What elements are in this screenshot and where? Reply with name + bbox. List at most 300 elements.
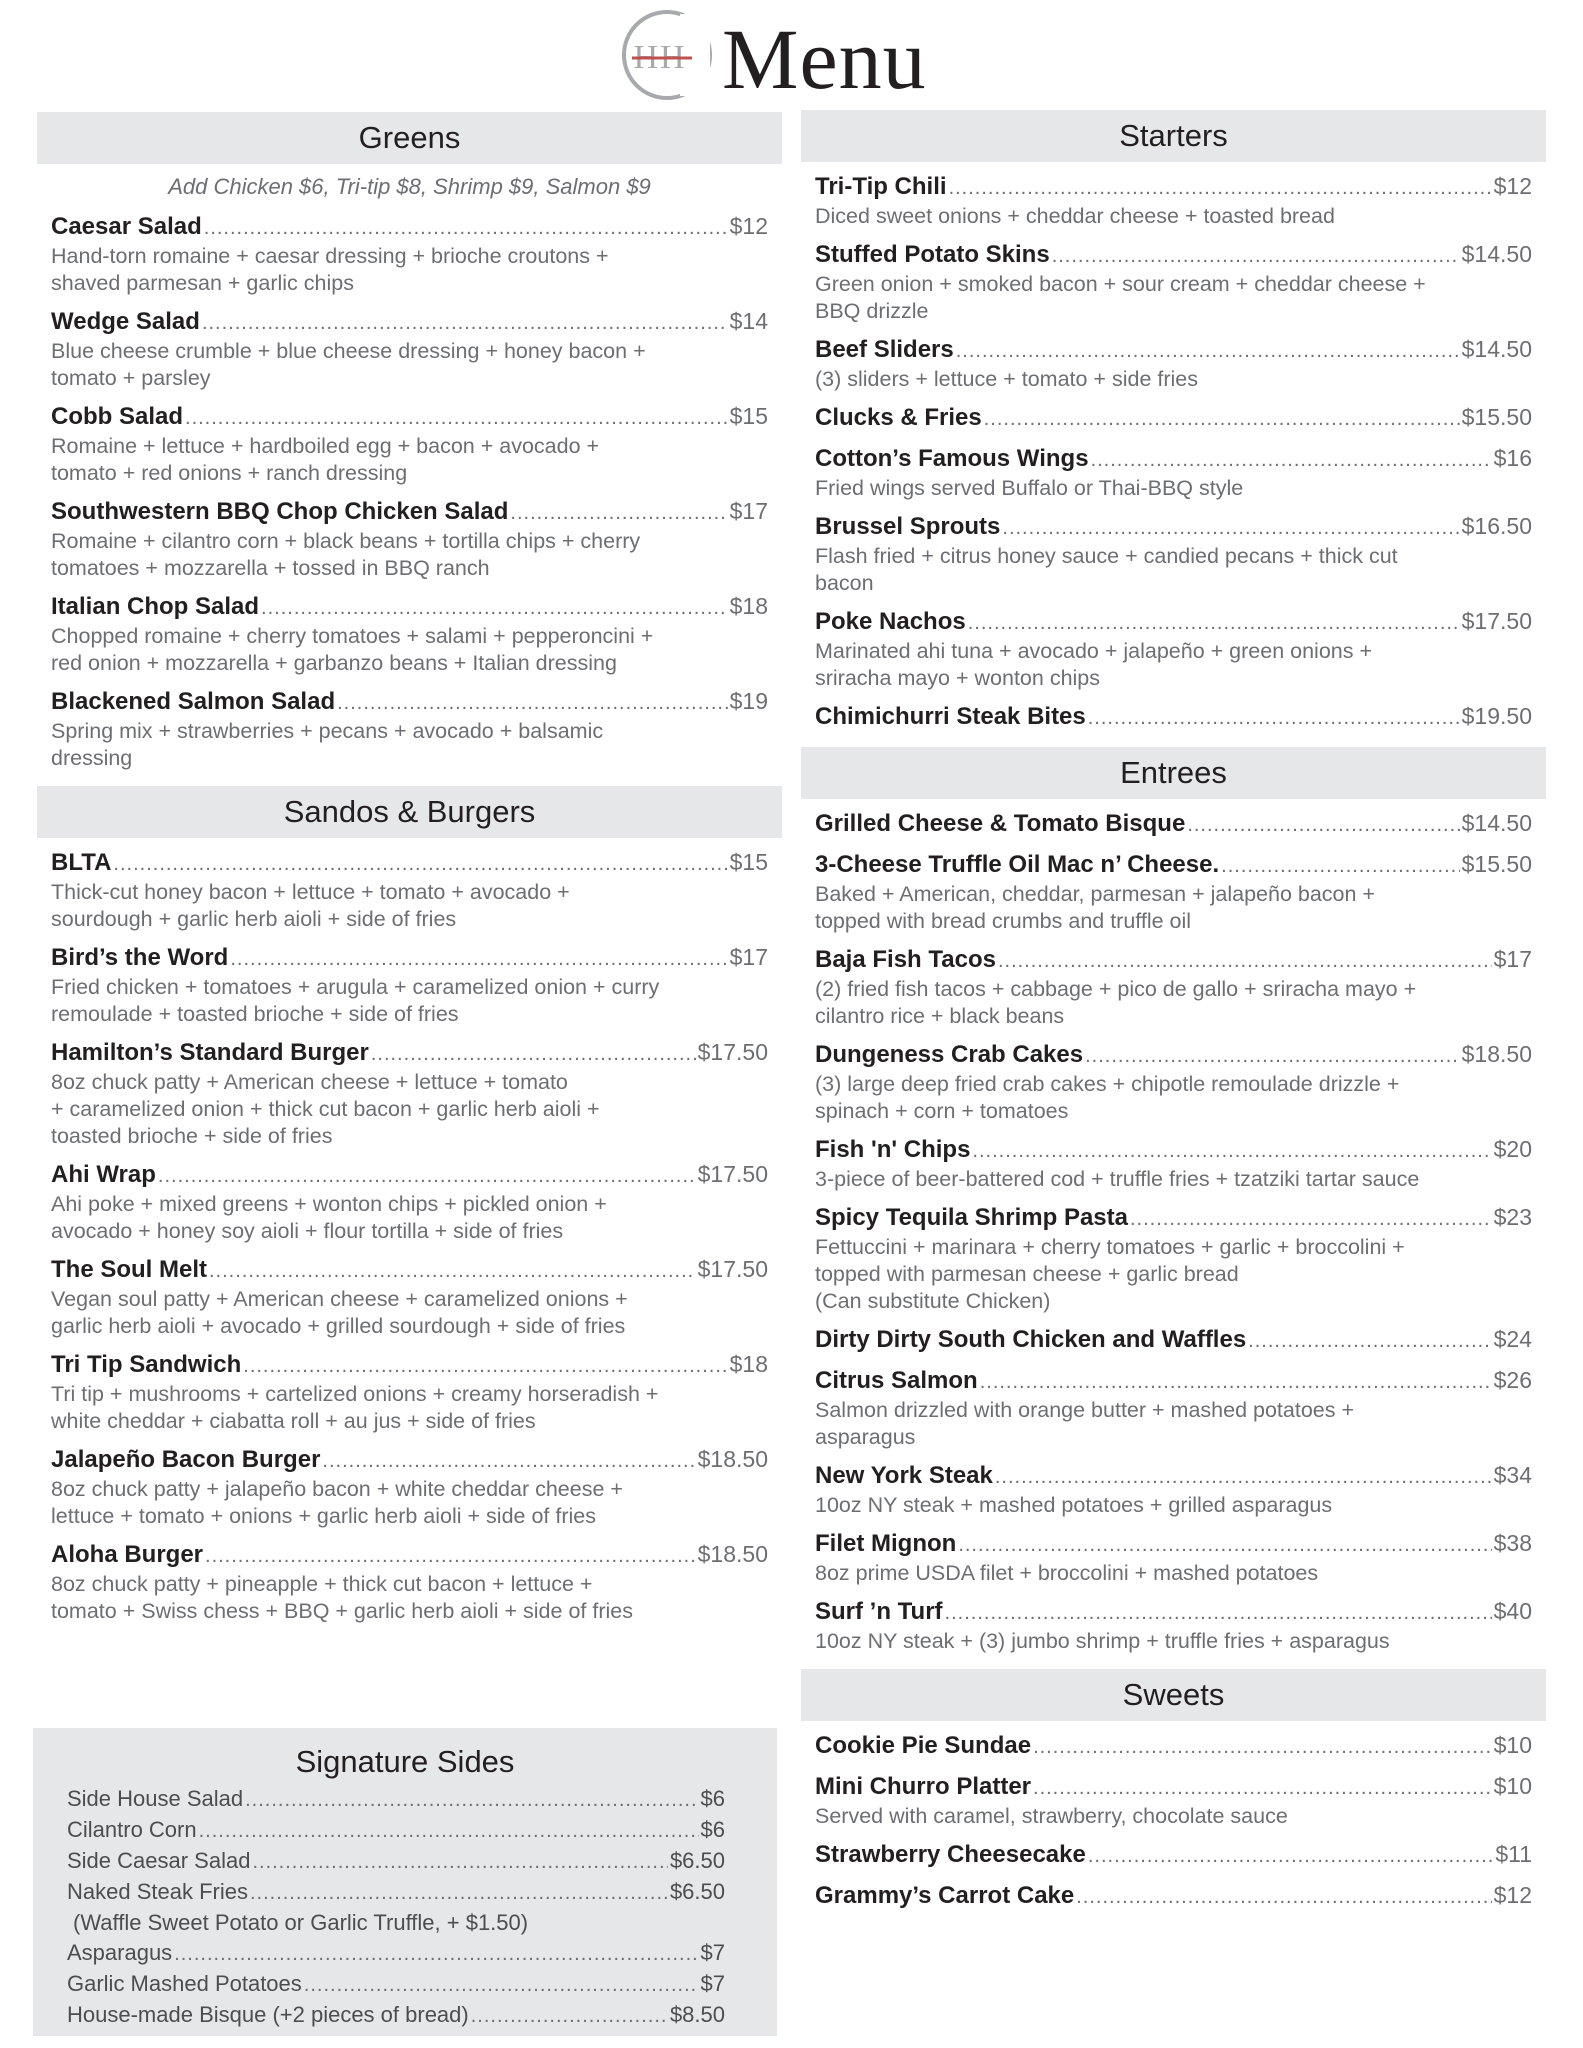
menu-item-price: $19.50 xyxy=(1461,703,1532,729)
menu-item-name: Tri Tip Sandwich xyxy=(51,1351,242,1378)
description-line: (Can substitute Chicken) xyxy=(815,1289,1051,1313)
menu-item-price: $16.50 xyxy=(1461,513,1532,539)
menu-item-line xyxy=(51,1444,768,1476)
menu-item-description xyxy=(51,974,768,1028)
dot-leader xyxy=(1091,445,1492,475)
dot-leader xyxy=(1187,810,1459,840)
dot-leader xyxy=(1088,1841,1493,1871)
menu-item-name: Caesar Salad xyxy=(51,213,202,240)
menu-item xyxy=(815,1880,1532,1912)
menu-item-name: Stuffed Potato Skins xyxy=(815,241,1050,268)
menu-item-price: $12 xyxy=(1493,1882,1532,1908)
menu-item-name: Dungeness Crab Cakes xyxy=(815,1041,1084,1068)
menu-item-name: Wedge Salad xyxy=(51,308,200,335)
description-line: Diced sweet onions + cheddar cheese + toasted bread xyxy=(815,204,1335,228)
side-item: Naked Steak Fries ..... $6.50 xyxy=(67,1877,725,1908)
dot-leader xyxy=(956,336,1460,366)
description-line: tomato + Swiss chess + BBQ + garlic herb aioli + side of fries xyxy=(51,1599,633,1623)
description-line: Spring mix + strawberries + pecans + avocado + balsamic xyxy=(51,719,604,743)
menu-item-line xyxy=(815,443,1532,475)
menu-item-description xyxy=(51,879,768,933)
dot-leader xyxy=(185,403,728,433)
description-line: tomato + red onions + ranch dressing xyxy=(51,461,408,485)
menu-item-price: $24 xyxy=(1493,1326,1532,1352)
description-line: asparagus xyxy=(815,1425,916,1449)
description-line: Ahi poke + mixed greens + wonton chips + pickled onion + xyxy=(51,1192,607,1216)
dot-leader xyxy=(202,308,728,338)
description-line: Hand-torn romaine + caesar dressing + brioche croutons + xyxy=(51,244,609,268)
description-line: 8oz chuck patty + American cheese + lettuce + tomato xyxy=(51,1070,568,1094)
menu-item-price: $17 xyxy=(729,944,768,970)
description-line: Fried wings served Buffalo or Thai-BBQ style xyxy=(815,476,1244,500)
description-line: 3-piece of beer-battered cod + truffle fries + tzatziki tartar sauce xyxy=(815,1167,1420,1191)
menu-item-line xyxy=(815,808,1532,840)
menu-item-price: $40 xyxy=(1493,1598,1532,1624)
menu-item-line xyxy=(815,171,1532,203)
menu-item-description xyxy=(815,1071,1532,1125)
menu-item-price: $12 xyxy=(1493,173,1532,199)
description-line: topped with parmesan cheese + garlic bread xyxy=(815,1262,1239,1286)
menu-item xyxy=(815,443,1532,502)
dot-leader xyxy=(113,849,727,879)
dot-leader xyxy=(205,1541,696,1571)
description-line: sourdough + garlic herb aioli + side of fries xyxy=(51,907,457,931)
menu-item-line xyxy=(815,334,1532,366)
menu-item xyxy=(815,334,1532,393)
menu-item-description xyxy=(51,1286,768,1340)
dot-leader xyxy=(337,688,728,718)
menu-item-name: 3-Cheese Truffle Oil Mac n’ Cheese. xyxy=(815,851,1220,878)
dot-leader xyxy=(230,944,727,974)
sweets-header: Sweets xyxy=(801,1669,1546,1721)
menu-item xyxy=(815,1839,1532,1871)
description-line: 10oz NY steak + (3) jumbo shrimp + truffle fries + asparagus xyxy=(815,1629,1390,1653)
menu-item-line xyxy=(815,1730,1532,1762)
description-line: Fried chicken + tomatoes + arugula + caramelized onion + curry xyxy=(51,975,660,999)
description-line: toasted brioche + side of fries xyxy=(51,1124,333,1148)
menu-item-line xyxy=(51,1037,768,1069)
menu-item xyxy=(51,1349,768,1435)
menu-item xyxy=(51,1159,768,1245)
menu-item-price: $18.50 xyxy=(697,1541,768,1567)
starters-items xyxy=(801,171,1546,733)
menu-item-description xyxy=(51,528,768,582)
menu-item-line xyxy=(51,401,768,433)
menu-item-line xyxy=(51,1539,768,1571)
description-line: Fettuccini + marinara + cherry tomatoes + garlic + broccolini + xyxy=(815,1235,1405,1259)
description-line: Blue cheese crumble + blue cheese dressing + honey bacon + xyxy=(51,339,646,363)
description-line: + caramelized onion + thick cut bacon + garlic herb aioli + xyxy=(51,1097,600,1121)
description-line: Flash fried + citrus honey sauce + candied pecans + thick cut xyxy=(815,544,1398,568)
description-line: Thick-cut honey bacon + lettuce + tomato + avocado + xyxy=(51,880,570,904)
menu-item-line xyxy=(815,701,1532,733)
menu-item-line xyxy=(815,239,1532,271)
menu-item-price: $17.50 xyxy=(697,1256,768,1282)
menu-item-description xyxy=(815,271,1532,325)
dot-leader xyxy=(322,1446,695,1476)
menu-item-description xyxy=(815,638,1532,692)
menu-item-name: Clucks & Fries xyxy=(815,404,982,431)
description-line: spinach + corn + tomatoes xyxy=(815,1099,1069,1123)
menu-item-line xyxy=(51,942,768,974)
menu-item xyxy=(51,1539,768,1625)
menu-item-name: Fish 'n' Chips xyxy=(815,1136,971,1163)
menu-item-name: The Soul Melt xyxy=(51,1256,207,1283)
dot-leader xyxy=(243,1351,727,1381)
menu-item-price: $20 xyxy=(1493,1136,1532,1162)
menu-item xyxy=(51,1444,768,1530)
restaurant-logo xyxy=(620,8,714,102)
menu-item-price: $18 xyxy=(729,1351,768,1377)
menu-item-line xyxy=(51,496,768,528)
greens-addon-note: Add Chicken $6, Tri-tip $8, Shrimp $9, Salmon $9 xyxy=(168,174,651,199)
menu-item-price: $34 xyxy=(1493,1462,1532,1488)
side-item: Garlic Mashed Potatoes ..... $7 xyxy=(67,1969,725,2000)
menu-item-line xyxy=(815,1039,1532,1071)
menu-item xyxy=(51,847,768,933)
menu-item-price: $17 xyxy=(729,498,768,524)
menu-item xyxy=(815,808,1532,840)
menu-item-price: $15.50 xyxy=(1461,851,1532,877)
menu-item-line xyxy=(815,402,1532,434)
menu-item-description xyxy=(51,1476,768,1530)
description-line: Green onion + smoked bacon + sour cream + cheddar cheese + xyxy=(815,272,1426,296)
side-item: Cilantro Corn ..... $6 xyxy=(67,1815,725,1846)
description-line: 10oz NY steak + mashed potatoes + grilled asparagus xyxy=(815,1493,1333,1517)
dot-leader xyxy=(945,1598,1492,1628)
description-line: Tri tip + mushrooms + cartelized onions + creamy horseradish + xyxy=(51,1382,659,1406)
menu-item xyxy=(51,1037,768,1150)
menu-item xyxy=(815,944,1532,1030)
menu-item-line xyxy=(815,1528,1532,1560)
dot-leader xyxy=(261,593,728,623)
menu-item-description xyxy=(815,976,1532,1030)
sweets-section xyxy=(801,1669,1546,1912)
description-line: dressing xyxy=(51,746,133,770)
menu-item-name: Citrus Salmon xyxy=(815,1367,978,1394)
menu-item-line xyxy=(815,944,1532,976)
menu-item-line xyxy=(815,511,1532,543)
description-line: 8oz chuck patty + pineapple + thick cut bacon + lettuce + xyxy=(51,1572,593,1596)
menu-item-price: $14 xyxy=(729,308,768,334)
menu-item-name: Blackened Salmon Salad xyxy=(51,688,336,715)
description-line: Salmon drizzled with orange butter + mashed potatoes + xyxy=(815,1398,1355,1422)
description-line: Chopped romaine + cherry tomatoes + salami + pepperoncini + xyxy=(51,624,654,648)
menu-item-line xyxy=(815,1324,1532,1356)
dot-leader xyxy=(371,1039,696,1069)
menu-item-price: $18.50 xyxy=(1461,1041,1532,1067)
menu-item-name: Jalapeño Bacon Burger xyxy=(51,1446,321,1473)
dot-leader xyxy=(1076,1882,1491,1912)
menu-item-line xyxy=(51,1349,768,1381)
menu-item-name: Strawberry Cheesecake xyxy=(815,1841,1086,1868)
menu-item-line xyxy=(815,1365,1532,1397)
greens-section xyxy=(37,112,782,772)
menu-item xyxy=(815,1771,1532,1830)
description-line: bacon xyxy=(815,571,874,595)
menu-item-price: $18 xyxy=(729,593,768,619)
menu-item-name: Mini Churro Platter xyxy=(815,1773,1032,1800)
description-line: BBQ drizzle xyxy=(815,299,929,323)
menu-item-line xyxy=(51,847,768,879)
menu-item-name: BLTA xyxy=(51,849,112,876)
menu-item-description xyxy=(815,1803,1532,1830)
menu-item-line xyxy=(51,1254,768,1286)
menu-item-name: Beef Sliders xyxy=(815,336,954,363)
sides-list xyxy=(33,1784,777,2031)
menu-item-description xyxy=(51,623,768,677)
menu-item-line xyxy=(51,686,768,718)
menu-item-line xyxy=(815,849,1532,881)
menu-item xyxy=(815,1528,1532,1587)
description-line: tomato + parsley xyxy=(51,366,211,390)
dot-leader xyxy=(949,173,1492,203)
dot-leader xyxy=(995,1462,1492,1492)
menu-item-description xyxy=(815,1234,1532,1315)
menu-item xyxy=(815,239,1532,325)
menu-item xyxy=(815,1202,1532,1315)
description-line: Romaine + cilantro corn + black beans + tortilla chips + cherry xyxy=(51,529,641,553)
menu-item-name: Grammy’s Carrot Cake xyxy=(815,1882,1075,1909)
menu-item-price: $17.50 xyxy=(697,1161,768,1187)
menu-item xyxy=(815,1039,1532,1125)
description-line: Romaine + lettuce + hardboiled egg + bacon + avocado + xyxy=(51,434,600,458)
right-column xyxy=(801,110,1546,1912)
menu-item xyxy=(815,1460,1532,1519)
menu-item-name: Spicy Tequila Shrimp Pasta xyxy=(815,1204,1128,1231)
menu-item xyxy=(51,306,768,392)
menu-item-description xyxy=(815,1166,1532,1193)
dot-leader xyxy=(1130,1204,1492,1234)
menu-item-name: Hamilton’s Standard Burger xyxy=(51,1039,369,1066)
dot-leader xyxy=(980,1367,1492,1397)
menu-item-description xyxy=(815,1492,1532,1519)
menu-item xyxy=(51,942,768,1028)
sandos-items xyxy=(37,847,782,1625)
description-line: Marinated ahi tuna + avocado + jalapeño + green onions + xyxy=(815,639,1373,663)
dot-leader xyxy=(998,946,1492,976)
menu-item-description xyxy=(51,1381,768,1435)
entrees-header: Entrees xyxy=(801,747,1546,799)
side-item: House-made Bisque (+2 pieces of bread) ..... $8.50 xyxy=(67,2000,725,2031)
starters-header: Starters xyxy=(801,110,1546,162)
description-line: Vegan soul patty + American cheese + caramelized onions + xyxy=(51,1287,628,1311)
menu-item-name: New York Steak xyxy=(815,1462,993,1489)
dot-leader xyxy=(1033,1732,1492,1762)
menu-item xyxy=(815,1365,1532,1451)
menu-item-name: Grilled Cheese & Tomato Bisque xyxy=(815,810,1186,837)
menu-item-name: Ahi Wrap xyxy=(51,1161,156,1188)
menu-item-price: $17.50 xyxy=(697,1039,768,1065)
menu-item-price: $14.50 xyxy=(1461,336,1532,362)
menu-item xyxy=(815,1596,1532,1655)
menu-item-line xyxy=(815,606,1532,638)
menu-item xyxy=(815,1730,1532,1762)
menu-item-name: Baja Fish Tacos xyxy=(815,946,996,973)
description-line: lettuce + tomato + onions + garlic herb aioli + side of fries xyxy=(51,1504,596,1528)
menu-item-price: $19 xyxy=(729,688,768,714)
menu-item-name: Aloha Burger xyxy=(51,1541,204,1568)
menu-item-name: Dirty Dirty South Chicken and Waffles xyxy=(815,1326,1247,1353)
fries-upgrade-note: (Waffle Sweet Potato or Garlic Truffle, + $1.50) xyxy=(73,1910,529,1935)
menu-item-line xyxy=(51,1159,768,1191)
description-line: remoulade + toasted brioche + side of fries xyxy=(51,1002,459,1026)
menu-item-line xyxy=(815,1460,1532,1492)
menu-item-name: Brussel Sprouts xyxy=(815,513,1001,540)
menu-item-description xyxy=(815,1397,1532,1451)
menu-item xyxy=(815,511,1532,597)
description-line: (2) fried fish tacos + cabbage + pico de gallo + sriracha mayo + xyxy=(815,977,1417,1001)
menu-item-name: Tri-Tip Chili xyxy=(815,173,947,200)
entrees-items xyxy=(801,808,1546,1655)
menu-item-price: $26 xyxy=(1493,1367,1532,1393)
menu-item-line xyxy=(815,1202,1532,1234)
description-line: red onion + mozzarella + garbanzo beans + Italian dressing xyxy=(51,651,617,675)
menu-item-name: Poke Nachos xyxy=(815,608,966,635)
dot-leader xyxy=(1052,241,1460,271)
menu-item-description xyxy=(815,366,1532,393)
left-column xyxy=(37,112,782,1625)
menu-item xyxy=(51,591,768,677)
menu-item-name: Bird’s the Word xyxy=(51,944,229,971)
menu-item-name: Cobb Salad xyxy=(51,403,184,430)
menu-item xyxy=(51,401,768,487)
menu-item-line xyxy=(815,1134,1532,1166)
menu-item-description xyxy=(815,881,1532,935)
menu-item-name: Cookie Pie Sundae xyxy=(815,1732,1032,1759)
menu-item-line xyxy=(51,306,768,338)
menu-item-name: Surf ’n Turf xyxy=(815,1598,943,1625)
menu-item-line xyxy=(815,1596,1532,1628)
menu-item-price: $11 xyxy=(1495,1841,1532,1867)
sandos-section xyxy=(37,786,782,1625)
menu-item xyxy=(815,1324,1532,1356)
menu-item-price: $15 xyxy=(729,403,768,429)
starters-section xyxy=(801,110,1546,733)
sides-header: Signature Sides xyxy=(295,1744,515,1779)
dot-leader xyxy=(984,404,1460,434)
dot-leader xyxy=(1088,703,1460,733)
menu-item-name: Filet Mignon xyxy=(815,1530,957,1557)
menu-item-price: $38 xyxy=(1493,1530,1532,1556)
menu-item-line xyxy=(815,1880,1532,1912)
description-line: white cheddar + ciabatta roll + au jus + side of fries xyxy=(51,1409,536,1433)
dot-leader xyxy=(968,608,1460,638)
menu-item-price: $15 xyxy=(729,849,768,875)
menu-item-line xyxy=(815,1839,1532,1871)
menu-item xyxy=(815,849,1532,935)
description-line: avocado + honey soy aioli + flour tortilla + side of fries xyxy=(51,1219,564,1243)
menu-item-price: $10 xyxy=(1493,1732,1532,1758)
menu-item-price: $16 xyxy=(1493,445,1532,471)
menu-item xyxy=(51,496,768,582)
menu-item-line xyxy=(815,1771,1532,1803)
menu-item xyxy=(51,211,768,297)
menu-item-price: $23 xyxy=(1493,1204,1532,1230)
menu-item-description xyxy=(51,338,768,392)
description-line: garlic herb aioli + avocado + grilled sourdough + side of fries xyxy=(51,1314,626,1338)
svg-text:HH: HH xyxy=(633,39,687,76)
menu-item-name: Cotton’s Famous Wings xyxy=(815,445,1089,472)
menu-item xyxy=(51,686,768,772)
dot-leader xyxy=(1085,1041,1460,1071)
menu-item-description xyxy=(815,475,1532,502)
menu-item-price: $14.50 xyxy=(1461,810,1532,836)
dot-leader xyxy=(158,1161,696,1191)
dot-leader xyxy=(972,1136,1491,1166)
description-line: 8oz prime USDA filet + broccolini + mashed potatoes xyxy=(815,1561,1319,1585)
dot-leader xyxy=(958,1530,1491,1560)
page-title: Menu xyxy=(722,11,927,107)
menu-item-name: Italian Chop Salad xyxy=(51,593,260,620)
menu-item-description xyxy=(51,718,768,772)
menu-item-description xyxy=(51,1069,768,1150)
dot-leader xyxy=(1221,851,1459,881)
menu-item-description xyxy=(815,543,1532,597)
menu-item xyxy=(815,1134,1532,1193)
greens-header: Greens xyxy=(37,112,782,164)
menu-item-description xyxy=(815,1628,1532,1655)
description-line: shaved parmesan + garlic chips xyxy=(51,271,354,295)
description-line: Baked + American, cheddar, parmesan + jalapeño bacon + xyxy=(815,882,1375,906)
side-item: Asparagus ..... $7 xyxy=(67,1938,725,1969)
entrees-section xyxy=(801,747,1546,1655)
description-line: (3) large deep fried crab cakes + chipotle remoulade drizzle + xyxy=(815,1072,1400,1096)
menu-item-description xyxy=(815,203,1532,230)
sandos-header: Sandos & Burgers xyxy=(37,786,782,838)
dot-leader xyxy=(1248,1326,1491,1356)
menu-item xyxy=(815,171,1532,230)
menu-item-price: $14.50 xyxy=(1461,241,1532,267)
menu-item-line xyxy=(51,591,768,623)
menu-item-price: $10 xyxy=(1493,1773,1532,1799)
dot-leader xyxy=(510,498,727,528)
menu-item-description xyxy=(51,1571,768,1625)
menu-header xyxy=(0,0,1583,112)
menu-item-line xyxy=(51,211,768,243)
description-line: (3) sliders + lettuce + tomato + side fries xyxy=(815,367,1198,391)
menu-item-price: $17.50 xyxy=(1461,608,1532,634)
dot-leader xyxy=(1002,513,1459,543)
menu-item xyxy=(51,1254,768,1340)
signature-sides-section xyxy=(33,1728,777,2036)
dot-leader xyxy=(204,213,728,243)
side-item: Side House Salad ..... $6 xyxy=(67,1784,725,1815)
description-line: cilantro rice + black beans xyxy=(815,1004,1065,1028)
menu-item xyxy=(815,606,1532,692)
menu-item-price: $18.50 xyxy=(697,1446,768,1472)
menu-item-description xyxy=(51,433,768,487)
menu-item-name: Chimichurri Steak Bites xyxy=(815,703,1086,730)
menu-item-price: $15.50 xyxy=(1461,404,1532,430)
description-line: Served with caramel, strawberry, chocolate sauce xyxy=(815,1804,1288,1828)
menu-item-description xyxy=(815,1560,1532,1587)
dot-leader xyxy=(1033,1773,1492,1803)
menu-item-price: $12 xyxy=(729,213,768,239)
description-line: topped with bread crumbs and truffle oil xyxy=(815,909,1192,933)
description-line: 8oz chuck patty + jalapeño bacon + white cheddar cheese + xyxy=(51,1477,623,1501)
menu-item-description xyxy=(51,1191,768,1245)
menu-item-description xyxy=(51,243,768,297)
dot-leader xyxy=(209,1256,696,1286)
sweets-items xyxy=(801,1730,1546,1912)
menu-item xyxy=(815,701,1532,733)
greens-items xyxy=(37,211,782,772)
side-item: Side Caesar Salad ..... $6.50 xyxy=(67,1846,725,1877)
description-line: tomatoes + mozzarella + tossed in BBQ ranch xyxy=(51,556,490,580)
menu-item-price: $17 xyxy=(1493,946,1532,972)
menu-item-name: Southwestern BBQ Chop Chicken Salad xyxy=(51,498,509,525)
